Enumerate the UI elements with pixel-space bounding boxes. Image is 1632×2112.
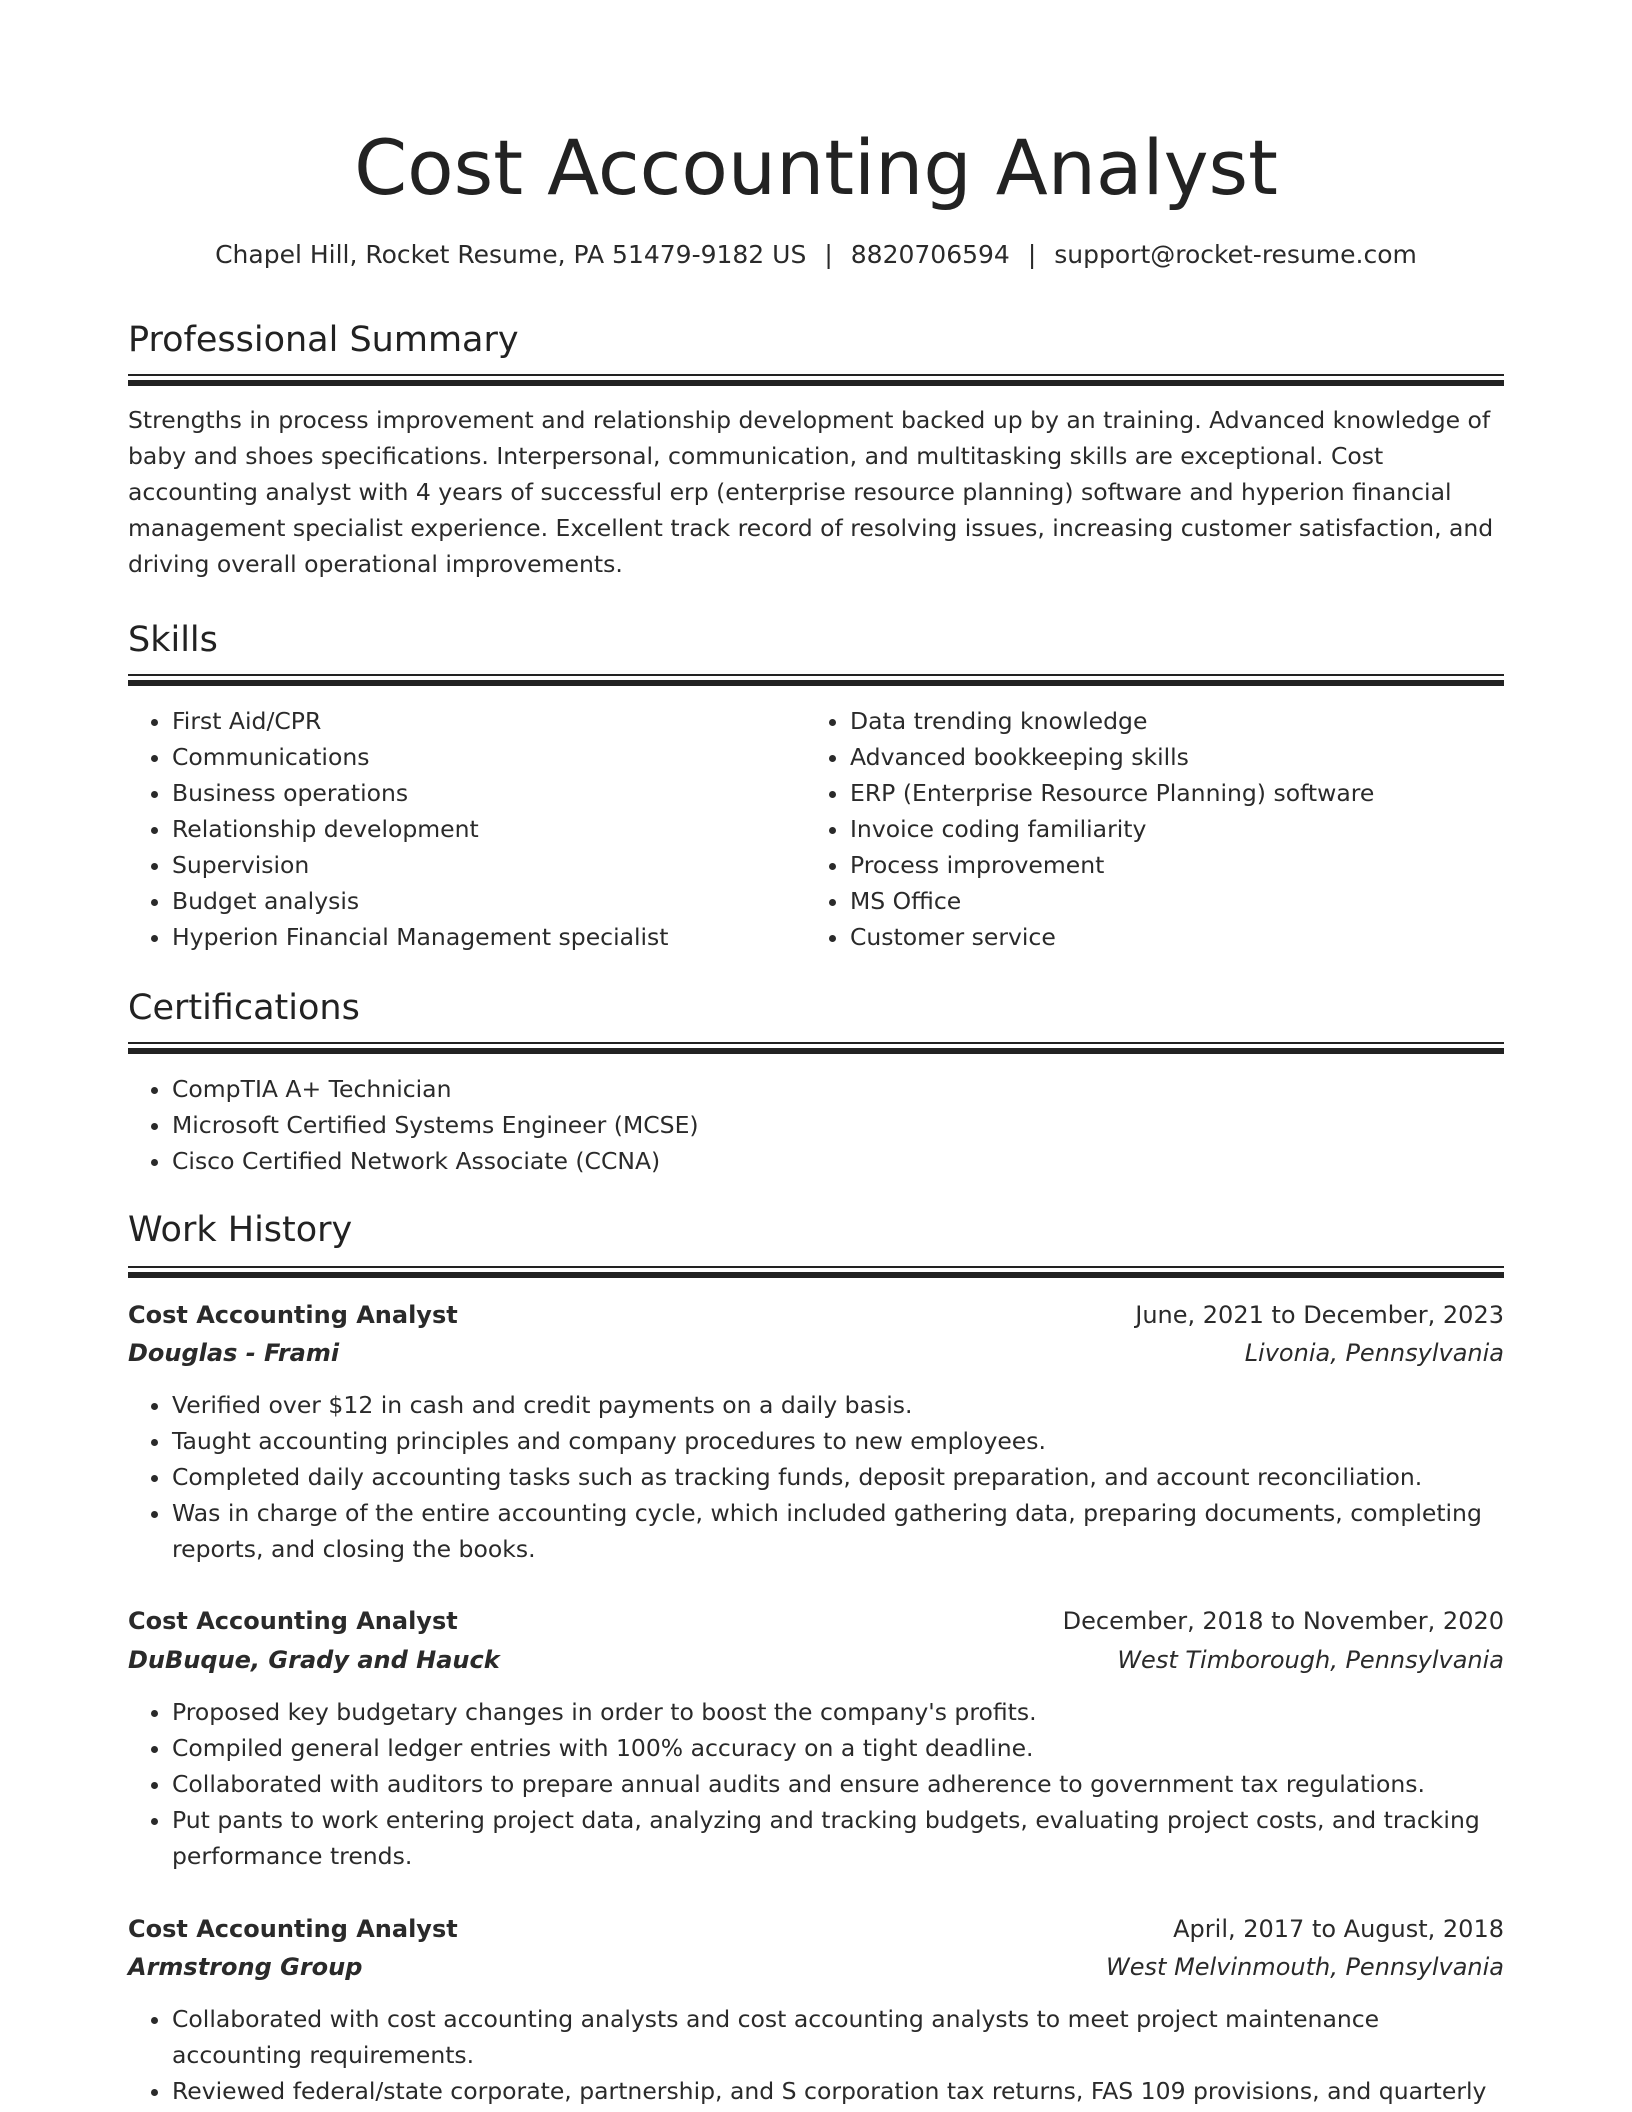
- summary-heading: Professional Summary: [128, 320, 519, 360]
- skills-list-left: [128, 703, 812, 955]
- job-company: Armstrong Group: [128, 1953, 363, 1981]
- section-divider: [128, 1266, 1504, 1276]
- section-divider: [128, 374, 1504, 384]
- skill-item: • Data trending knowledge: [850, 703, 1548, 739]
- job-bullet: • Reviewed federal/state corporate, partnership, and S corporation tax returns, FAS 109 provisions, and quarterly: [172, 2073, 1504, 2109]
- section-divider: [128, 674, 1504, 684]
- job-bullet: • Was in charge of the entire accounting cycle, which included gathering data, preparing documents, completing reports, and closing the books.: [172, 1495, 1504, 1567]
- skill-item: • Invoice coding familiarity: [850, 811, 1548, 847]
- skill-item: • ERP (Enterprise Resource Planning) software: [850, 775, 1548, 811]
- job-bullet: • Compiled general ledger entries with 100% accuracy on a tight deadline.: [172, 1730, 1504, 1766]
- skill-item: • Budget analysis: [172, 883, 812, 919]
- job-location: Livonia, Pennsylvania: [1244, 1339, 1504, 1367]
- job-title: Cost Accounting Analyst: [128, 1915, 458, 1943]
- skill-item: • MS Office: [850, 883, 1548, 919]
- contact-address: Chapel Hill, Rocket Resume, PA 51479-9182 US: [215, 240, 807, 269]
- certifications-heading: Certifications: [128, 988, 360, 1028]
- contact-phone: 8820706594: [850, 240, 1010, 269]
- job-bullet: • Put pants to work entering project data, analyzing and tracking budgets, evaluating project costs, and tracking performance trends.: [172, 1802, 1504, 1874]
- job-title: Cost Accounting Analyst: [128, 1607, 458, 1635]
- contact-line: [128, 237, 1504, 273]
- job-location: West Melvinmouth, Pennsylvania: [1106, 1953, 1504, 1981]
- skills-heading: Skills: [128, 620, 218, 660]
- skill-item: • Supervision: [172, 847, 812, 883]
- skill-item: • Customer service: [850, 919, 1548, 955]
- certification-item: • Microsoft Certified Systems Engineer (MCSE): [172, 1107, 1504, 1143]
- job-subheader: [128, 1334, 1504, 1372]
- job-company: DuBuque, Grady and Hauck: [128, 1646, 500, 1674]
- job-company: Douglas - Frami: [128, 1339, 340, 1367]
- skill-item: • Communications: [172, 739, 812, 775]
- job-dates: December, 2018 to November, 2020: [1062, 1607, 1504, 1635]
- certifications-list: [128, 1071, 1504, 1179]
- job-bullet: • Taught accounting principles and company procedures to new employees.: [172, 1423, 1504, 1459]
- job-bullet: • Completed daily accounting tasks such as tracking funds, deposit preparation, and account reconciliation.: [172, 1459, 1504, 1495]
- job-header: [128, 1910, 1504, 1948]
- contact-separator: |: [1027, 240, 1037, 269]
- contact-email: support@rocket-resume.com: [1054, 240, 1417, 269]
- skills-list-right: [806, 703, 1548, 955]
- summary-text: Strengths in process improvement and relationship development backed up by an training. Advanced knowledge of baby and shoes specifications. Interpersonal, communication, and multitasking skills are exceptional. Cost accounting analyst with 4 years of successful erp (enterprise resource planning) software and hyperion financial management specialist experience. Excellent track record of resolving issues, increasing customer satisfaction, and driving overall operational improvements.: [128, 406, 1494, 578]
- certification-item: • Cisco Certified Network Associate (CCNA): [172, 1143, 1504, 1179]
- job-header: [128, 1602, 1504, 1640]
- skill-item: • Relationship development: [172, 811, 812, 847]
- job-bullets: [128, 1694, 1504, 1874]
- job-subheader: [128, 1641, 1504, 1679]
- job-bullet: • Collaborated with auditors to prepare annual audits and ensure adherence to government tax regulations.: [172, 1766, 1504, 1802]
- job-bullet: • Collaborated with cost accounting analysts and cost accounting analysts to meet project maintenance accounting requirements.: [172, 2001, 1504, 2073]
- job-bullet: • Proposed key budgetary changes in order to boost the company's profits.: [172, 1694, 1504, 1730]
- resume-title: Cost Accounting Analyst: [354, 123, 1278, 212]
- job-subheader: [128, 1948, 1504, 1986]
- job-location: West Timborough, Pennsylvania: [1117, 1646, 1504, 1674]
- skill-item: • Hyperion Financial Management specialist: [172, 919, 812, 955]
- job-dates: June, 2021 to December, 2023: [1135, 1301, 1504, 1329]
- section-divider: [128, 1042, 1504, 1052]
- job-title: Cost Accounting Analyst: [128, 1301, 458, 1329]
- certification-item: • CompTIA A+ Technician: [172, 1071, 1504, 1107]
- job-bullet: • Verified over $12 in cash and credit payments on a daily basis.: [172, 1387, 1504, 1423]
- job-bullets: [128, 1387, 1504, 1567]
- job-header: [128, 1296, 1504, 1334]
- skill-item: • Business operations: [172, 775, 812, 811]
- job-dates: April, 2017 to August, 2018: [1173, 1915, 1504, 1943]
- contact-separator: |: [824, 240, 833, 269]
- skill-item: • Process improvement: [850, 847, 1548, 883]
- skill-item: • Advanced bookkeeping skills: [850, 739, 1548, 775]
- skill-item: • First Aid/CPR: [172, 703, 812, 739]
- job-bullets: [128, 2001, 1504, 2109]
- work-history-heading: Work History: [128, 1210, 353, 1250]
